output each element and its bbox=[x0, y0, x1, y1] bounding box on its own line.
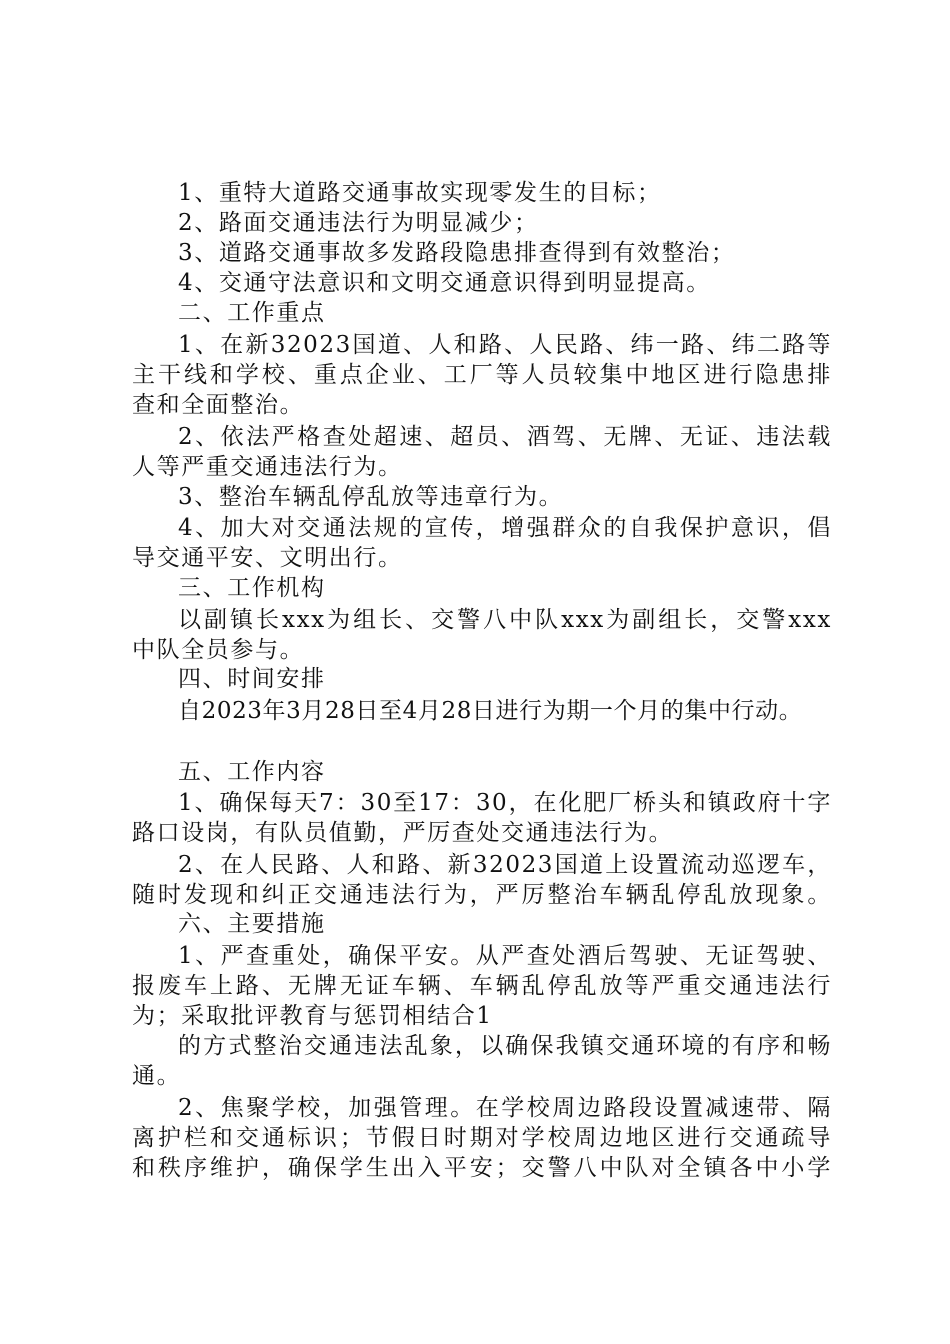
measure-item-2-line-3: 和秩序维护，确保学生出入平安；交警八中队对全镇各中小学 bbox=[132, 1155, 832, 1181]
measure-item-1-line-3: 为；采取批评教育与惩罚相结合1 bbox=[132, 1003, 493, 1029]
focus-item-4-line-2: 导交通平安、文明出行。 bbox=[132, 545, 403, 571]
content-item-2-line-2: 随时发现和纠正交通违法行为，严厉整治车辆乱停乱放现象。 bbox=[132, 882, 832, 908]
section-heading-6: 六、主要措施 bbox=[178, 911, 326, 937]
schedule-text: 自2023年3月28日至4月28日进行为期一个月的集中行动。 bbox=[178, 698, 803, 724]
section-heading-2: 二、工作重点 bbox=[178, 300, 326, 326]
goal-item-4: 4、交通守法意识和文明交通意识得到明显提高。 bbox=[178, 270, 711, 296]
focus-item-1-line-1: 1、在新32023国道、人和路、人民路、纬一路、纬二路等 bbox=[178, 332, 832, 358]
focus-item-2-line-1: 2、依法严格查处超速、超员、酒驾、无牌、无证、违法载 bbox=[178, 424, 832, 450]
organization-line-2: 中队全员参与。 bbox=[132, 637, 305, 663]
focus-item-1-line-2: 主干线和学校、重点企业、工厂等人员较集中地区进行隐患排 bbox=[132, 362, 832, 388]
section-heading-3: 三、工作机构 bbox=[178, 575, 326, 601]
measure-item-2-line-2: 离护栏和交通标识；节假日时期对学校周边地区进行交通疏导 bbox=[132, 1125, 832, 1151]
content-item-2-line-1: 2、在人民路、人和路、新32023国道上设置流动巡逻车， bbox=[178, 852, 832, 878]
focus-item-3: 3、整治车辆乱停乱放等违章行为。 bbox=[178, 484, 564, 510]
goal-item-1: 1、重特大道路交通事故实现零发生的目标； bbox=[178, 180, 662, 206]
content-item-1-line-2: 路口设岗，有队员值勤，严厉查处交通违法行为。 bbox=[132, 820, 674, 846]
section-heading-4: 四、时间安排 bbox=[178, 666, 326, 692]
measure-item-1-line-1: 1、严查重处，确保平安。从严查处酒后驾驶、无证驾驶、 bbox=[178, 943, 832, 969]
measure-item-1-line-5: 通。 bbox=[132, 1063, 182, 1089]
section-heading-5: 五、工作内容 bbox=[178, 759, 326, 785]
focus-item-4-line-1: 4、加大对交通法规的宣传，增强群众的自我保护意识，倡 bbox=[178, 515, 832, 541]
focus-item-2-line-2: 人等严重交通违法行为。 bbox=[132, 454, 403, 480]
measure-item-1-line-4: 的方式整治交通违法乱象，以确保我镇交通环境的有序和畅 bbox=[178, 1033, 832, 1059]
organization-line-1: 以副镇长xxx为组长、交警八中队xxx为副组长，交警xxx bbox=[178, 607, 832, 633]
goal-item-2: 2、路面交通违法行为明显减少； bbox=[178, 210, 539, 236]
measure-item-2-line-1: 2、焦聚学校，加强管理。在学校周边路段设置减速带、隔 bbox=[178, 1095, 832, 1121]
focus-item-1-line-3: 查和全面整治。 bbox=[132, 392, 305, 418]
goal-item-3: 3、道路交通事故多发路段隐患排查得到有效整治； bbox=[178, 240, 736, 266]
measure-item-1-line-2: 报废车上路、无牌无证车辆、车辆乱停乱放等严重交通违法行 bbox=[132, 973, 832, 999]
content-item-1-line-1: 1、确保每天7：30至17：30，在化肥厂桥头和镇政府十字 bbox=[178, 790, 832, 816]
